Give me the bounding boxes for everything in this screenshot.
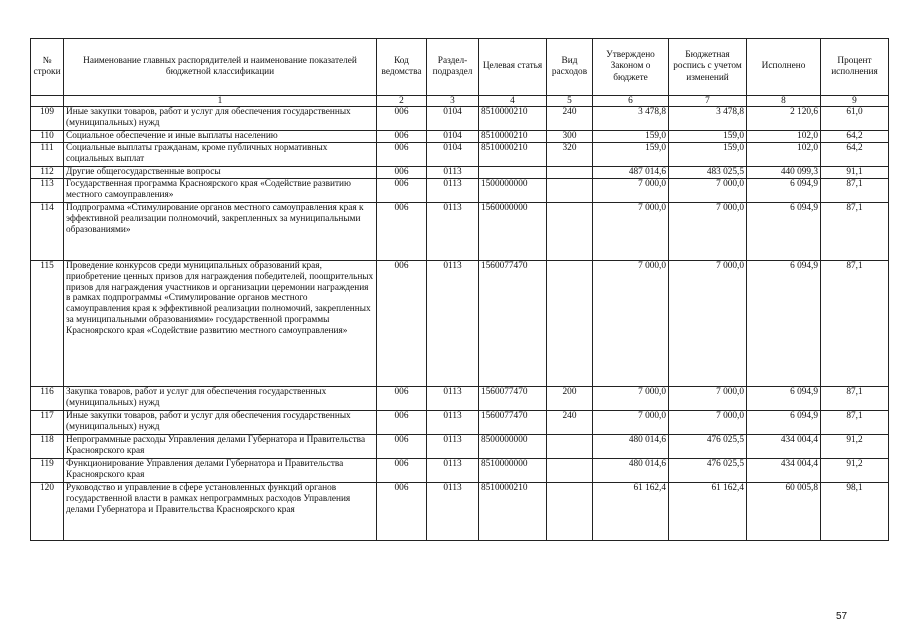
expense-type [547,459,593,483]
executed-amount: 440 099,3 [747,167,821,179]
row-number: 120 [31,483,64,541]
row-name: Социальное обеспечение и иные выплаты населению [64,131,377,143]
executed-amount: 6 094,9 [747,203,821,261]
column-number: 5 [547,96,593,107]
budget-execution-table [30,38,889,541]
budget-list-amount: 61 162,4 [669,483,747,541]
column-number: 4 [479,96,547,107]
percent-value: 87,1 [821,261,889,387]
expense-type: 240 [547,411,593,435]
header-row [31,39,889,96]
table-row [31,435,889,459]
target-code: 8510000210 [479,107,547,131]
expense-type [547,435,593,459]
approved-amount: 61 162,4 [593,483,669,541]
executed-amount: 6 094,9 [747,261,821,387]
expense-type: 300 [547,131,593,143]
target-code: 8510000210 [479,143,547,167]
row-number: 116 [31,387,64,411]
header-executed: Исполнено [747,39,821,96]
expense-type [547,167,593,179]
budget-list-amount: 159,0 [669,131,747,143]
section-code: 0113 [427,203,479,261]
row-number: 118 [31,435,64,459]
header-target: Целевая статья [479,39,547,96]
dept-code: 006 [377,387,427,411]
row-name: Иные закупки товаров, работ и услуг для обеспечения государственных (муниципальных) нужд [64,411,377,435]
row-number: 110 [31,131,64,143]
percent-value: 91,2 [821,459,889,483]
budget-list-amount: 7 000,0 [669,411,747,435]
executed-amount: 60 005,8 [747,483,821,541]
target-code: 1560077470 [479,261,547,387]
budget-list-amount: 483 025,5 [669,167,747,179]
row-name: Функционирование Управления делами Губернатора и Правительства Красноярского края [64,459,377,483]
row-name: Социальные выплаты гражданам, кроме публичных нормативных социальных выплат [64,143,377,167]
column-number: 9 [821,96,889,107]
table-row [31,107,889,131]
executed-amount: 434 004,4 [747,435,821,459]
budget-list-amount: 3 478,8 [669,107,747,131]
executed-amount: 6 094,9 [747,179,821,203]
percent-value: 87,1 [821,411,889,435]
table-body [31,107,889,541]
section-code: 0113 [427,483,479,541]
table-row [31,131,889,143]
approved-amount: 3 478,8 [593,107,669,131]
header-name: Наименование главных распорядителей и наименование показателей бюджетной классификации [64,39,377,96]
target-code: 1500000000 [479,179,547,203]
header-budget-list: Бюджетная роспись с учетом изменений [669,39,747,96]
expense-type [547,179,593,203]
approved-amount: 159,0 [593,143,669,167]
dept-code: 006 [377,483,427,541]
row-number: 114 [31,203,64,261]
table-row [31,203,889,261]
approved-amount: 7 000,0 [593,387,669,411]
row-number: 119 [31,459,64,483]
budget-list-amount: 476 025,5 [669,459,747,483]
row-name: Проведение конкурсов среди муниципальных образований края, приобретение ценных призов для награждения победителей, поощрительных призов для награждения участников и организации церемонии награждения в рамках подпрограммы «Стимулирование органов местного самоуправления края к эффективной реализации полномочий, закрепленных за муниципальными образованиями» государственной программы Красноярского края «Содействие развитию местного самоуправления» [64,261,377,387]
row-name: Закупка товаров, работ и услуг для обеспечения государственных (муниципальных) нужд [64,387,377,411]
percent-value: 61,0 [821,107,889,131]
header-dept-code: Код ведомства [377,39,427,96]
target-code: 8500000000 [479,435,547,459]
section-code: 0113 [427,411,479,435]
target-code [479,167,547,179]
percent-value: 87,1 [821,179,889,203]
row-name: Руководство и управление в сфере установленных функций органов государственной власти в рамках непрограммных расходов Управления делами Губернатора и Правительства Красноярского края [64,483,377,541]
percent-value: 87,1 [821,387,889,411]
table-row [31,411,889,435]
executed-amount: 102,0 [747,131,821,143]
header-approved: Утверждено Законом о бюджете [593,39,669,96]
executed-amount: 2 120,6 [747,107,821,131]
expense-type: 320 [547,143,593,167]
column-number: 8 [747,96,821,107]
header-expense-type: Вид расходов [547,39,593,96]
dept-code: 006 [377,143,427,167]
budget-list-amount: 7 000,0 [669,203,747,261]
expense-type: 240 [547,107,593,131]
approved-amount: 7 000,0 [593,261,669,387]
approved-amount: 7 000,0 [593,179,669,203]
page-number: 57 [836,611,848,622]
header-row-no: № строки [31,39,64,96]
budget-list-amount: 7 000,0 [669,261,747,387]
section-code: 0113 [427,167,479,179]
section-code: 0104 [427,107,479,131]
row-name: Подпрограмма «Стимулирование органов местного самоуправления края к эффективной реализации полномочий, закрепленных за муниципальными образованиями» [64,203,377,261]
dept-code: 006 [377,131,427,143]
executed-amount: 102,0 [747,143,821,167]
table-row [31,387,889,411]
section-code: 0113 [427,261,479,387]
row-number: 113 [31,179,64,203]
approved-amount: 7 000,0 [593,411,669,435]
percent-value: 64,2 [821,131,889,143]
section-code: 0104 [427,131,479,143]
percent-value: 64,2 [821,143,889,167]
section-code: 0113 [427,387,479,411]
column-number-row [31,96,889,107]
target-code: 8510000210 [479,483,547,541]
approved-amount: 159,0 [593,131,669,143]
row-number: 117 [31,411,64,435]
budget-list-amount: 7 000,0 [669,387,747,411]
row-name: Иные закупки товаров, работ и услуг для обеспечения государственных (муниципальных) нужд [64,107,377,131]
approved-amount: 7 000,0 [593,203,669,261]
section-code: 0104 [427,143,479,167]
dept-code: 006 [377,459,427,483]
executed-amount: 6 094,9 [747,411,821,435]
dept-code: 006 [377,203,427,261]
target-code: 1560077470 [479,387,547,411]
row-number: 109 [31,107,64,131]
target-code: 1560077470 [479,411,547,435]
approved-amount: 480 014,6 [593,459,669,483]
budget-list-amount: 159,0 [669,143,747,167]
executed-amount: 434 004,4 [747,459,821,483]
section-code: 0113 [427,459,479,483]
approved-amount: 480 014,6 [593,435,669,459]
column-number: 6 [593,96,669,107]
target-code: 8510000210 [479,131,547,143]
dept-code: 006 [377,167,427,179]
budget-list-amount: 476 025,5 [669,435,747,459]
table-row [31,179,889,203]
column-number: 1 [64,96,377,107]
percent-value: 91,2 [821,435,889,459]
table-row [31,459,889,483]
approved-amount: 487 014,6 [593,167,669,179]
budget-list-amount: 7 000,0 [669,179,747,203]
row-name: Государственная программа Красноярского края «Содействие развитию местного самоуправления» [64,179,377,203]
dept-code: 006 [377,107,427,131]
dept-code: 006 [377,435,427,459]
executed-amount: 6 094,9 [747,387,821,411]
row-number: 112 [31,167,64,179]
column-number [31,96,64,107]
dept-code: 006 [377,179,427,203]
target-code: 1560000000 [479,203,547,261]
table-row [31,483,889,541]
expense-type: 200 [547,387,593,411]
expense-type [547,483,593,541]
dept-code: 006 [377,261,427,387]
table-row [31,143,889,167]
expense-type [547,261,593,387]
header-percent: Процент исполнения [821,39,889,96]
table-row [31,167,889,179]
expense-type [547,203,593,261]
row-name: Непрограммные расходы Управления делами Губернатора и Правительства Красноярского края [64,435,377,459]
table-header [31,39,889,107]
row-number: 115 [31,261,64,387]
percent-value: 91,1 [821,167,889,179]
dept-code: 006 [377,411,427,435]
column-number: 3 [427,96,479,107]
section-code: 0113 [427,435,479,459]
row-number: 111 [31,143,64,167]
table-row [31,261,889,387]
column-number: 7 [669,96,747,107]
column-number: 2 [377,96,427,107]
row-name: Другие общегосударственные вопросы [64,167,377,179]
target-code: 8510000000 [479,459,547,483]
section-code: 0113 [427,179,479,203]
header-section: Раздел-подраздел [427,39,479,96]
percent-value: 98,1 [821,483,889,541]
percent-value: 87,1 [821,203,889,261]
